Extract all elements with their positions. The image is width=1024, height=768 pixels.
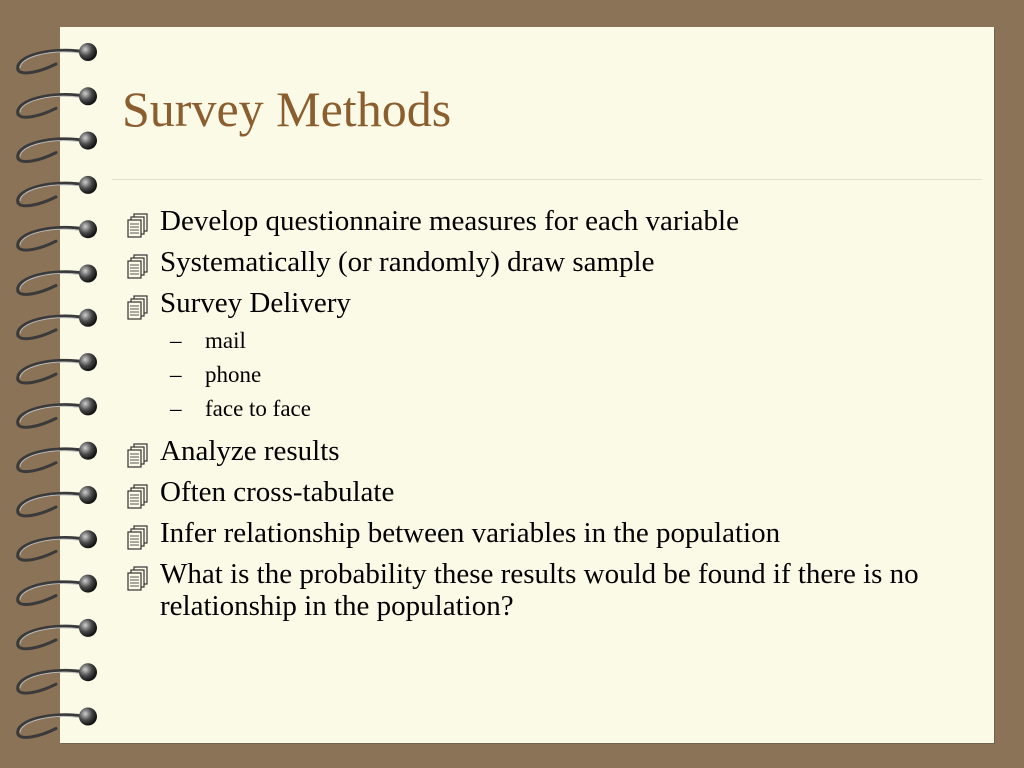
dash-marker: –: [170, 362, 182, 387]
sub-bullet-text: phone: [205, 362, 262, 387]
bullet-list: [124, 205, 964, 631]
bullet-text: What is the probability these results would be found if there is no relationship in the population?: [160, 558, 919, 622]
slide-title: Survey Methods: [122, 81, 452, 137]
bullet-text: Infer relationship between variables in the population: [160, 517, 781, 549]
stacked-pages-icon: [126, 566, 150, 592]
sub-bullet-text: mail: [205, 328, 246, 353]
stacked-pages-icon: [126, 484, 150, 510]
stacked-pages-icon: [126, 295, 150, 321]
bullet-text: Analyze results: [160, 435, 340, 467]
bullet-item: [124, 517, 964, 549]
bullet-text: Often cross-tabulate: [160, 476, 395, 508]
title-divider: [112, 179, 982, 180]
stacked-pages-icon: [126, 254, 150, 280]
bullet-item: [124, 287, 964, 426]
sub-bullet-item: [160, 358, 964, 392]
bullet-item: [124, 476, 964, 508]
sub-bullet-item: [160, 324, 964, 358]
sub-bullet-text: face to face: [205, 396, 311, 421]
stacked-pages-icon: [126, 213, 150, 239]
bullet-text: Systematically (or randomly) draw sample: [160, 246, 655, 278]
dash-marker: –: [170, 328, 182, 353]
stacked-pages-icon: [126, 525, 150, 551]
sub-bullet-list: [160, 324, 964, 426]
bullet-text: Develop questionnaire measures for each variable: [160, 205, 739, 237]
bullet-item: [124, 435, 964, 467]
stacked-pages-icon: [126, 443, 150, 469]
bullet-item: [124, 558, 964, 622]
spiral-binding-icon: [0, 0, 110, 768]
bullet-text: Survey Delivery: [160, 287, 351, 319]
dash-marker: –: [170, 396, 182, 421]
bullet-item: [124, 205, 964, 237]
sub-bullet-item: [160, 392, 964, 426]
bullet-item: [124, 246, 964, 278]
